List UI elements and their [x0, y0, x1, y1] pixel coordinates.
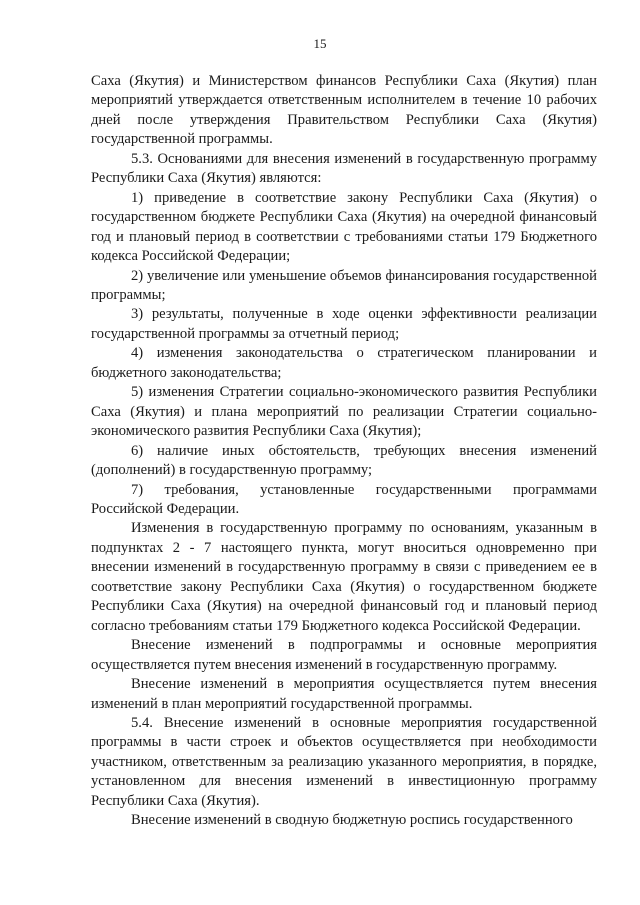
list-item-7: 7) требования, установленные государственными программами Российской Федерации. [91, 481, 597, 517]
paragraph-changes-grounds: Изменения в государственную программу по основаниям, указанным в подпунктах 2 - 7 настоящего пункта, могут вноситься одновременно при внесении изменений в государственную программу в связи с приведением ее в соответствие закону Республики Саха (Якутия) о государственном бюджете Республики Саха (Якутия) на очередной финансовый год и плановый период согласно требованиям статьи 179 Бюджетного кодекса Российской Федерации. [91, 520, 597, 634]
list-item-6: 6) наличие иных обстоятельств, требующих внесения изменений (дополнений) в государственную программу; [91, 442, 597, 479]
document-body [91, 72, 597, 831]
paragraph-budget-schedule: Внесение изменений в сводную бюджетную роспись государственного [131, 812, 573, 829]
paragraph-5-4: 5.4. Внесение изменений в основные мероприятия государственной программы в части строек и объектов осуществляется при необходимости участником, ответственным за реализацию указанного мероприятия, в порядке, установленном для внесения изменений в инвестиционную программу Республики Саха (Якутия). [91, 714, 597, 809]
paragraph-subprograms: Внесение изменений в подпрограммы и основные мероприятия осуществляется путем внесения изменений в государственную программу. [91, 637, 597, 673]
paragraph-5-3-intro: 5.3. Основаниями для внесения изменений в государственную программу Республики Саха (Якутия) являются: [91, 150, 597, 187]
paragraph-measures: Внесение изменений в мероприятия осуществляется путем внесения изменений в план мероприятий государственной программы. [91, 676, 597, 712]
list-item-2: 2) увеличение или уменьшение объемов финансирования государственной программы; [91, 267, 597, 303]
list-item-3: 3) результаты, полученные в ходе оценки эффективности реализации государственной программы за отчетный период; [91, 306, 597, 342]
list-item-1: 1) приведение в соответствие закону Республики Саха (Якутия) о государственном бюджете Республики Саха (Якутия) на очередной финансовый год и плановый период в соответствии с требованиями статьи 179 Бюджетного кодекса Российской Федерации; [91, 189, 597, 265]
page-number: 15 [313, 36, 327, 51]
paragraph-continuation: Саха (Якутия) и Министерством финансов Республики Саха (Якутия) план мероприятий утверждается ответственным исполнителем в течение 10 рабочих дней после утверждения Правительством Республики Саха (Якутия) государственной программы. [91, 73, 597, 148]
list-item-5: 5) изменения Стратегии социально-экономического развития Республики Саха (Якутия) и плана мероприятий по реализации Стратегии социально-экономического развития Республики Саха (Якутия); [91, 384, 597, 440]
list-item-4: 4) изменения законодательства о стратегическом планировании и бюджетного законодательства; [91, 345, 597, 381]
